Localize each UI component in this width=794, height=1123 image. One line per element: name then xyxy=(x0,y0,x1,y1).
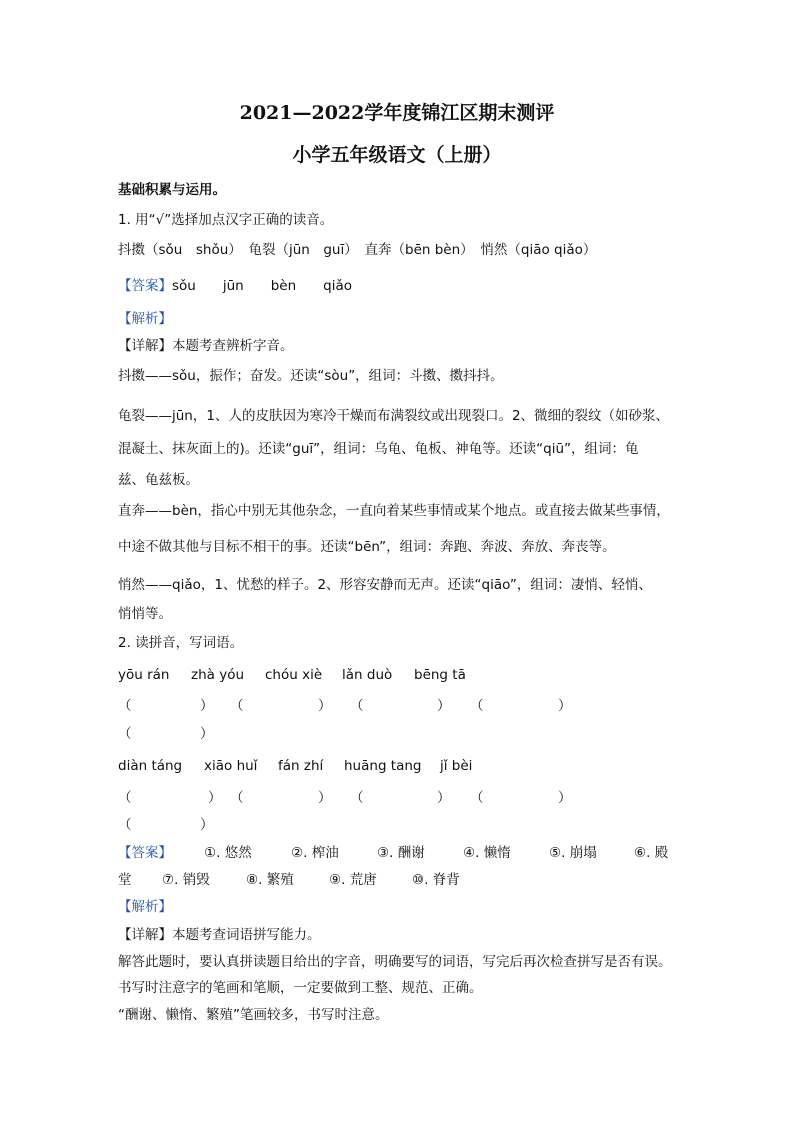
answer-word: . 殿 xyxy=(646,845,669,861)
blank-open: （ xyxy=(470,790,484,806)
q2-analysis-label: 【解析】 xyxy=(118,899,172,915)
detail-label: 【详解】 xyxy=(118,927,172,943)
q1-para-3a: 直奔——bèn，指心中别无其他杂念，一直向着某些事情或某个地点。或直接去做某些事情， xyxy=(118,503,670,519)
blank-open: （ xyxy=(118,817,132,833)
answer-number: ⑧ xyxy=(246,872,259,888)
pinyin-item: xiāo huǐ xyxy=(204,758,258,774)
answer-item xyxy=(246,870,294,890)
blank-open: （ xyxy=(118,790,132,806)
q2-detail-3: “酬谢、懒惰、繁殖”笔画较多，书写时注意。 xyxy=(118,1007,389,1023)
answer-number: ② xyxy=(291,845,304,861)
pinyin-item: yōu rán xyxy=(118,667,170,683)
blank-open: （ xyxy=(118,698,132,714)
answer-item xyxy=(463,843,511,863)
answer-label: 【答案】 xyxy=(118,845,172,861)
blank-open: （ xyxy=(118,726,132,742)
q1-para-3b: 中途不做其他与目标不相干的事。还读“bēn”，组词：奔跑、奔波、奔放、奔丧等。 xyxy=(118,539,616,555)
pinyin-item: diàn táng xyxy=(118,758,183,774)
answer-item xyxy=(162,870,210,890)
answer-number: ④ xyxy=(463,845,476,861)
blank-close: ） xyxy=(208,790,222,806)
page-title: 2021—2022学年度锦江区期末测评 xyxy=(239,102,555,124)
pinyin-item: huāng tang xyxy=(344,758,422,774)
q1-para-4a: 悄然——qiǎo，1、忧愁的样子。2、形容安静而无声。还读“qiāo”，组词：凄悄、轻悄、 xyxy=(118,577,652,593)
answer-word: . 酬谢 xyxy=(389,845,425,861)
q1-detail xyxy=(118,336,683,356)
q1-para-2c: 兹、龟兹板。 xyxy=(118,472,199,488)
pinyin-item: jǐ bèi xyxy=(440,758,473,774)
answer-item xyxy=(549,843,597,863)
answer-number: ⑥ xyxy=(634,845,647,861)
blank-close: ） xyxy=(200,698,214,714)
q1-para-4b: 悄悄等。 xyxy=(118,606,172,622)
answer-word: . 繁殖 xyxy=(258,872,294,888)
q2-stem: 2. 读拼音，写词语。 xyxy=(118,635,244,651)
detail-intro: 本题考查辨析字音。 xyxy=(172,338,294,354)
q1-analysis-label: 【解析】 xyxy=(118,311,172,327)
answer-word: . 悠然 xyxy=(216,845,252,861)
answer-number: ⑦ xyxy=(162,872,175,888)
answer-word: . 荒唐 xyxy=(341,872,377,888)
answer-number: ③ xyxy=(377,845,390,861)
q1-answer xyxy=(118,276,683,296)
pinyin-item: chóu xiè xyxy=(265,667,323,683)
q2-detail xyxy=(118,925,683,945)
answer-item xyxy=(377,843,425,863)
answer-number: ⑤ xyxy=(549,845,562,861)
q1-options: 抖擞（sǒu shǒu） 龟裂（jūn guī） 直奔（bēn bèn） 悄然（qiāo qiǎo） xyxy=(118,242,597,258)
answer-item xyxy=(204,843,252,863)
pinyin-item: fán zhí xyxy=(278,758,324,774)
blank-close: ） xyxy=(318,698,332,714)
blank-close: ） xyxy=(558,698,572,714)
answer-word: . 懒惰 xyxy=(475,845,511,861)
answer-item xyxy=(291,843,339,863)
answer-item xyxy=(634,843,668,863)
section-heading: 基础积累与运用。 xyxy=(118,182,226,198)
pinyin-item: zhà yóu xyxy=(191,667,245,683)
blank-open: （ xyxy=(350,790,364,806)
answer-number: ⑨ xyxy=(329,872,342,888)
answer-word: . 销毁 xyxy=(174,872,210,888)
detail-intro: 本题考查词语拼写能力。 xyxy=(172,927,321,943)
blank-close: ） xyxy=(437,698,451,714)
blank-close: ） xyxy=(558,790,572,806)
detail-label: 【详解】 xyxy=(118,338,172,354)
blank-close: ） xyxy=(200,817,214,833)
q1-para-2a: 龟裂——jūn，1、人的皮肤因为寒冷干燥而布满裂纹或出现裂口。2、微细的裂纹（如砂浆、 xyxy=(118,408,670,424)
blank-close: ） xyxy=(318,790,332,806)
blank-open: （ xyxy=(230,790,244,806)
page-subtitle: 小学五年级语文（上册） xyxy=(292,144,502,166)
answer-item xyxy=(329,870,377,890)
answer-label: 【答案】 xyxy=(118,278,172,294)
answer-number: ⑩ xyxy=(412,872,425,888)
answer-item xyxy=(412,870,460,890)
answer-number: ① xyxy=(204,845,217,861)
pinyin-item: bēng tā xyxy=(414,667,466,683)
q2-detail-2: 书写时注意字的笔画和笔顺，一定要做到工整、规范、正确。 xyxy=(118,980,483,996)
q1-para-2b: 混凝土、抹灰面上的)。还读“guī”，组词：乌龟、龟板、神龟等。还读“qiū”，组词：龟 xyxy=(118,441,639,457)
answer-values: sǒu jūn bèn qiǎo xyxy=(172,278,352,294)
blank-close: ） xyxy=(437,790,451,806)
answer-word: . 崩塌 xyxy=(561,845,597,861)
q2-detail-1: 解答此题时，要认真拼读题目给出的字音，明确要写的词语，写完后再次检查拼写是否有误。 xyxy=(118,954,672,970)
answer-word: . 脊背 xyxy=(424,872,460,888)
blank-open: （ xyxy=(230,698,244,714)
answer-word: . 榨油 xyxy=(303,845,339,861)
q1-para-1: 抖擞——sǒu，振作；奋发。还读“sòu”，组词：斗擞、擞抖抖。 xyxy=(118,368,504,384)
answer-word: 堂 xyxy=(118,872,132,888)
blank-open: （ xyxy=(470,698,484,714)
q1-stem: 1. 用“√”选择加点汉字正确的读音。 xyxy=(118,212,334,228)
blank-open: （ xyxy=(350,698,364,714)
blank-close: ） xyxy=(200,726,214,742)
pinyin-item: lǎn duò xyxy=(342,667,393,683)
